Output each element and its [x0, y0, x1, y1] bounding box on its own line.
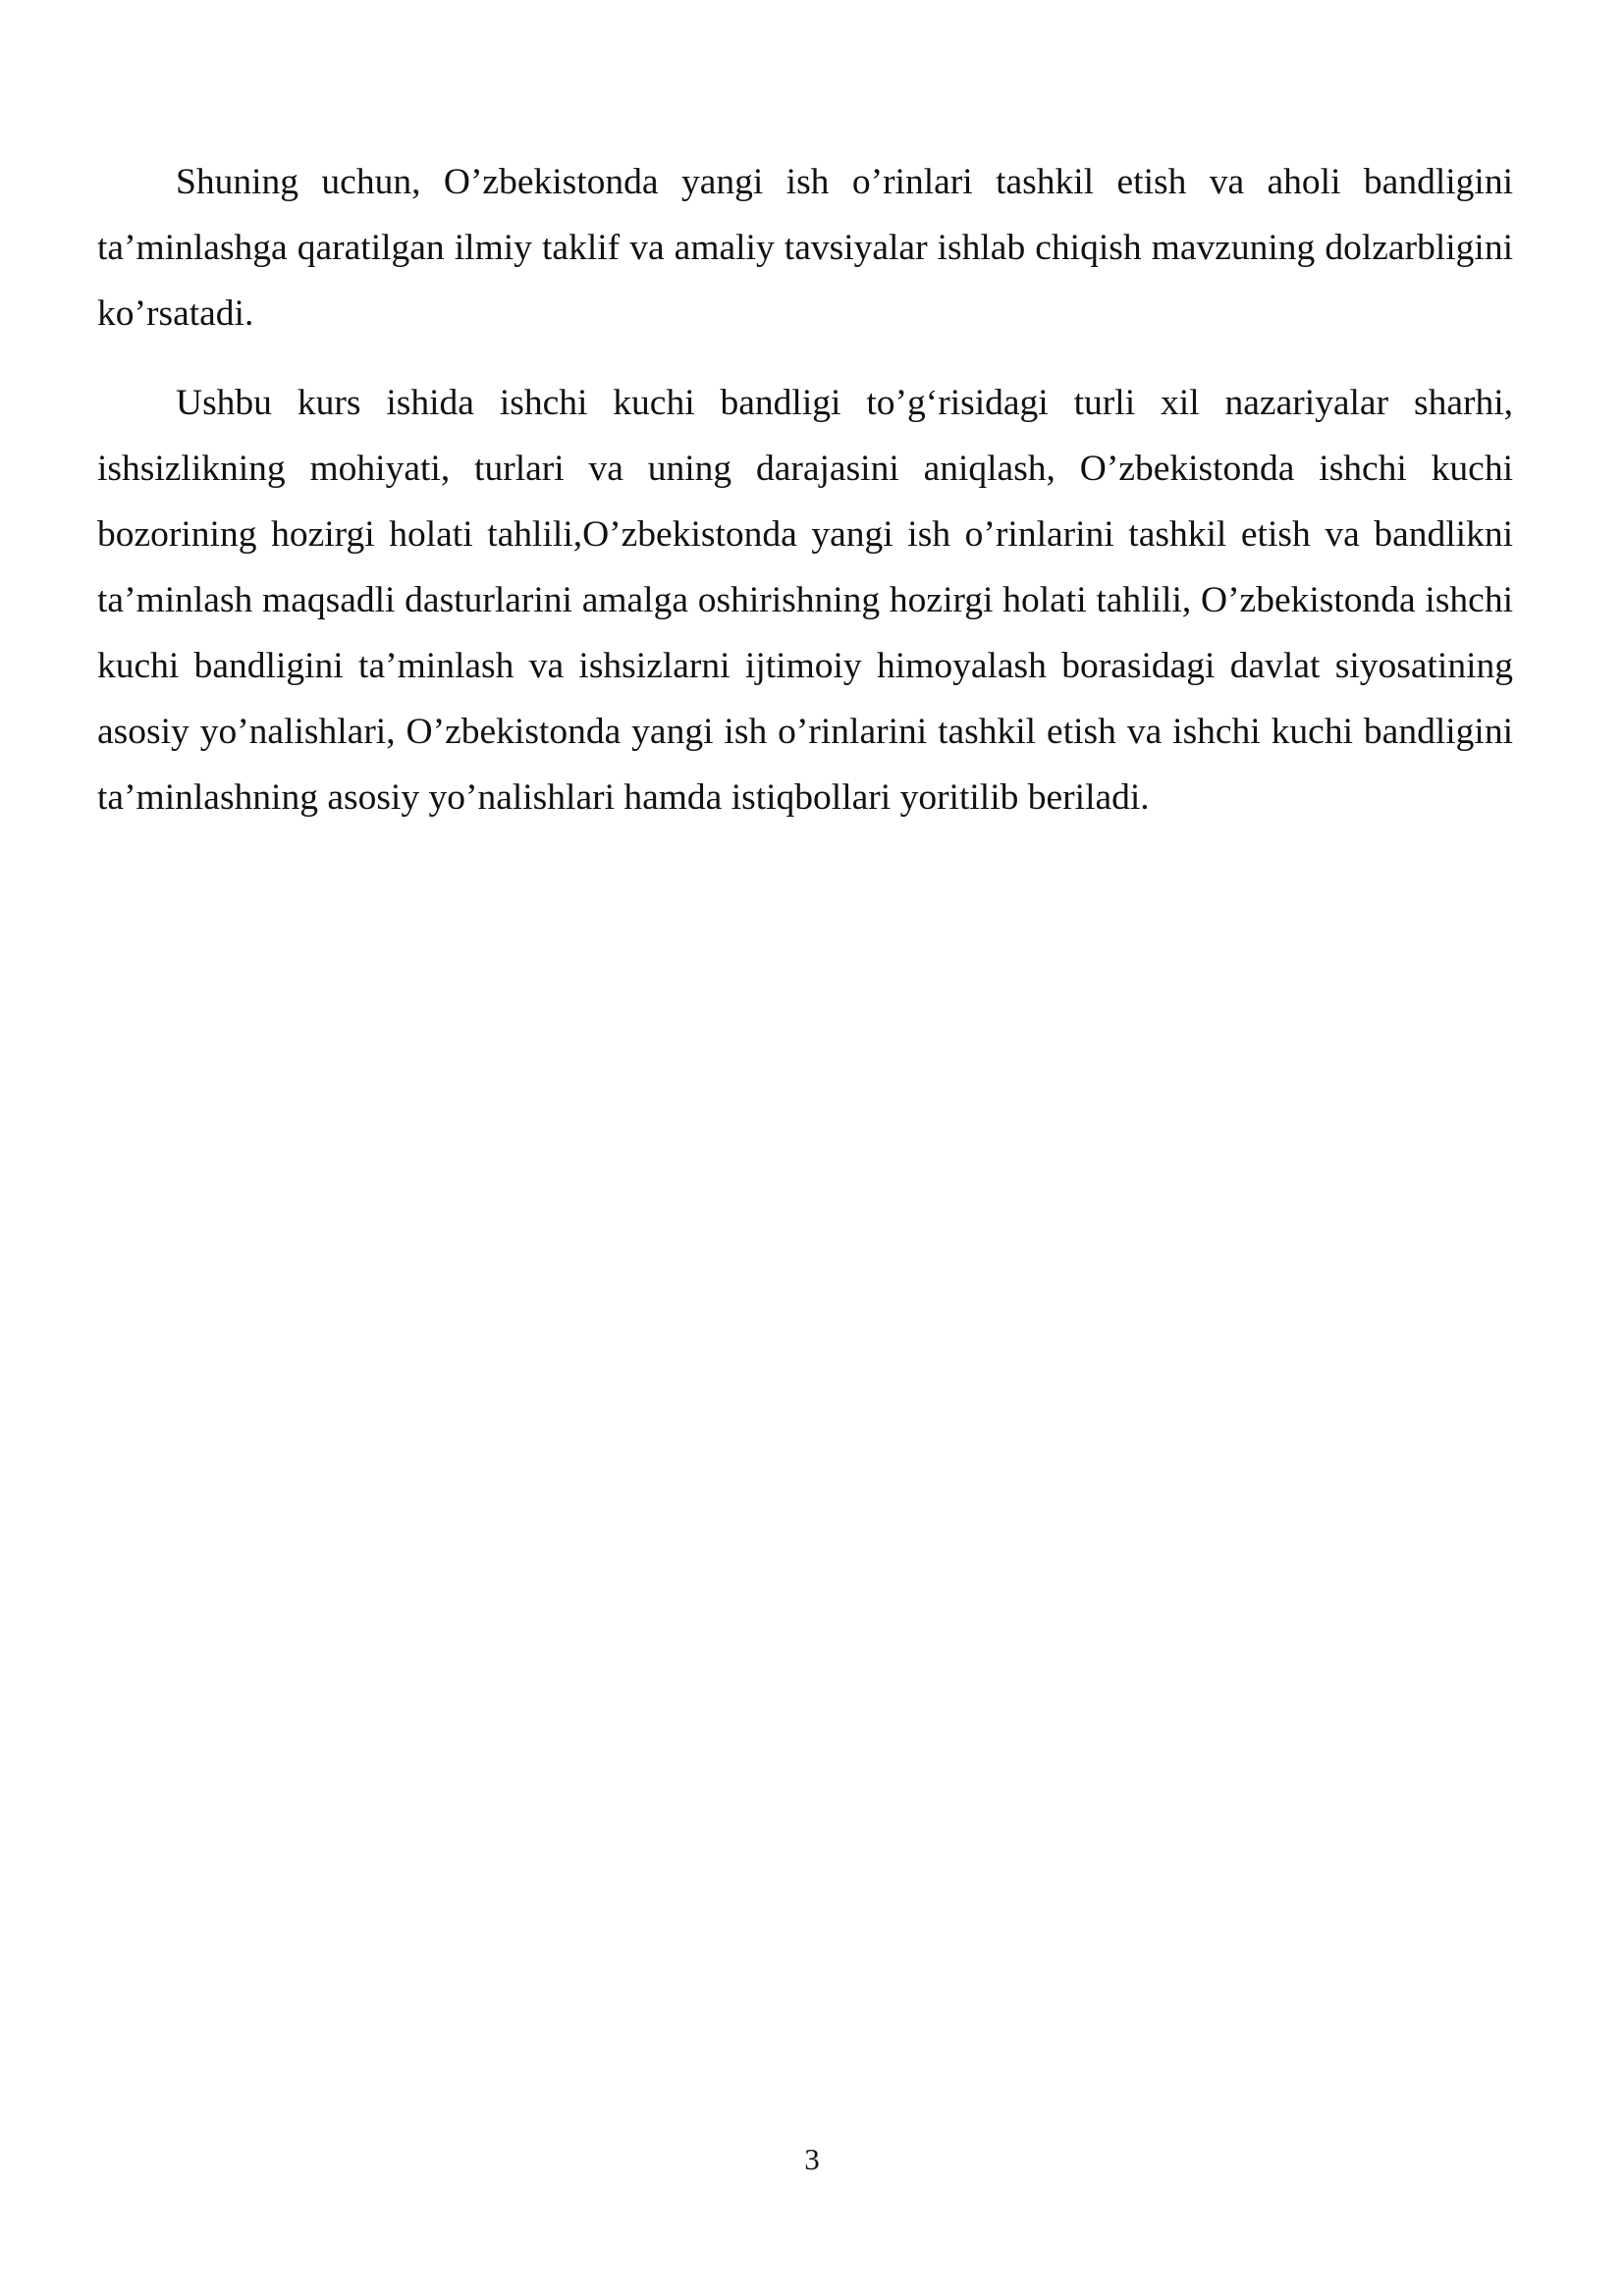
page-number: 3: [804, 2142, 820, 2176]
body-text: [97, 149, 1513, 854]
paragraph-2: Ushbu kurs ishida ishchi kuchi bandligi to’g‘risidagi turli xil nazariyalar sharhi, ishsizlikning mohiyati, turlari va uning darajasini aniqlash, O’zbekistonda ishchi kuchi bozorining hozirgi holati tahlili,O’zbekistonda yangi ish o’rinlarini tashkil etish va bandlikni ta’minlash maqsadli dasturlarini amalga oshirishning hozirgi holati tahlili, O’zbekistonda ishchi kuchi bandligini ta’minlash va ishsizlarni ijtimoiy himoyalash borasidagi davlat siyosatining asosiy yo’nalishlari, O’zbekistonda yangi ish o’rinlarini tashkil etish va ishchi kuchi bandligini ta’minlashning asosiy yo’nalishlari hamda istiqbollari yoritilib beriladi.: [97, 383, 1513, 818]
paragraph-1: Shuning uchun, O’zbekistonda yangi ish o’rinlari tashkil etish va aholi bandligini ta’minlashga qaratilgan ilmiy taklif va amaliy tavsiyalar ishlab chiqish mavzuning dolzarbligini ko’rsatadi.: [97, 162, 1513, 334]
